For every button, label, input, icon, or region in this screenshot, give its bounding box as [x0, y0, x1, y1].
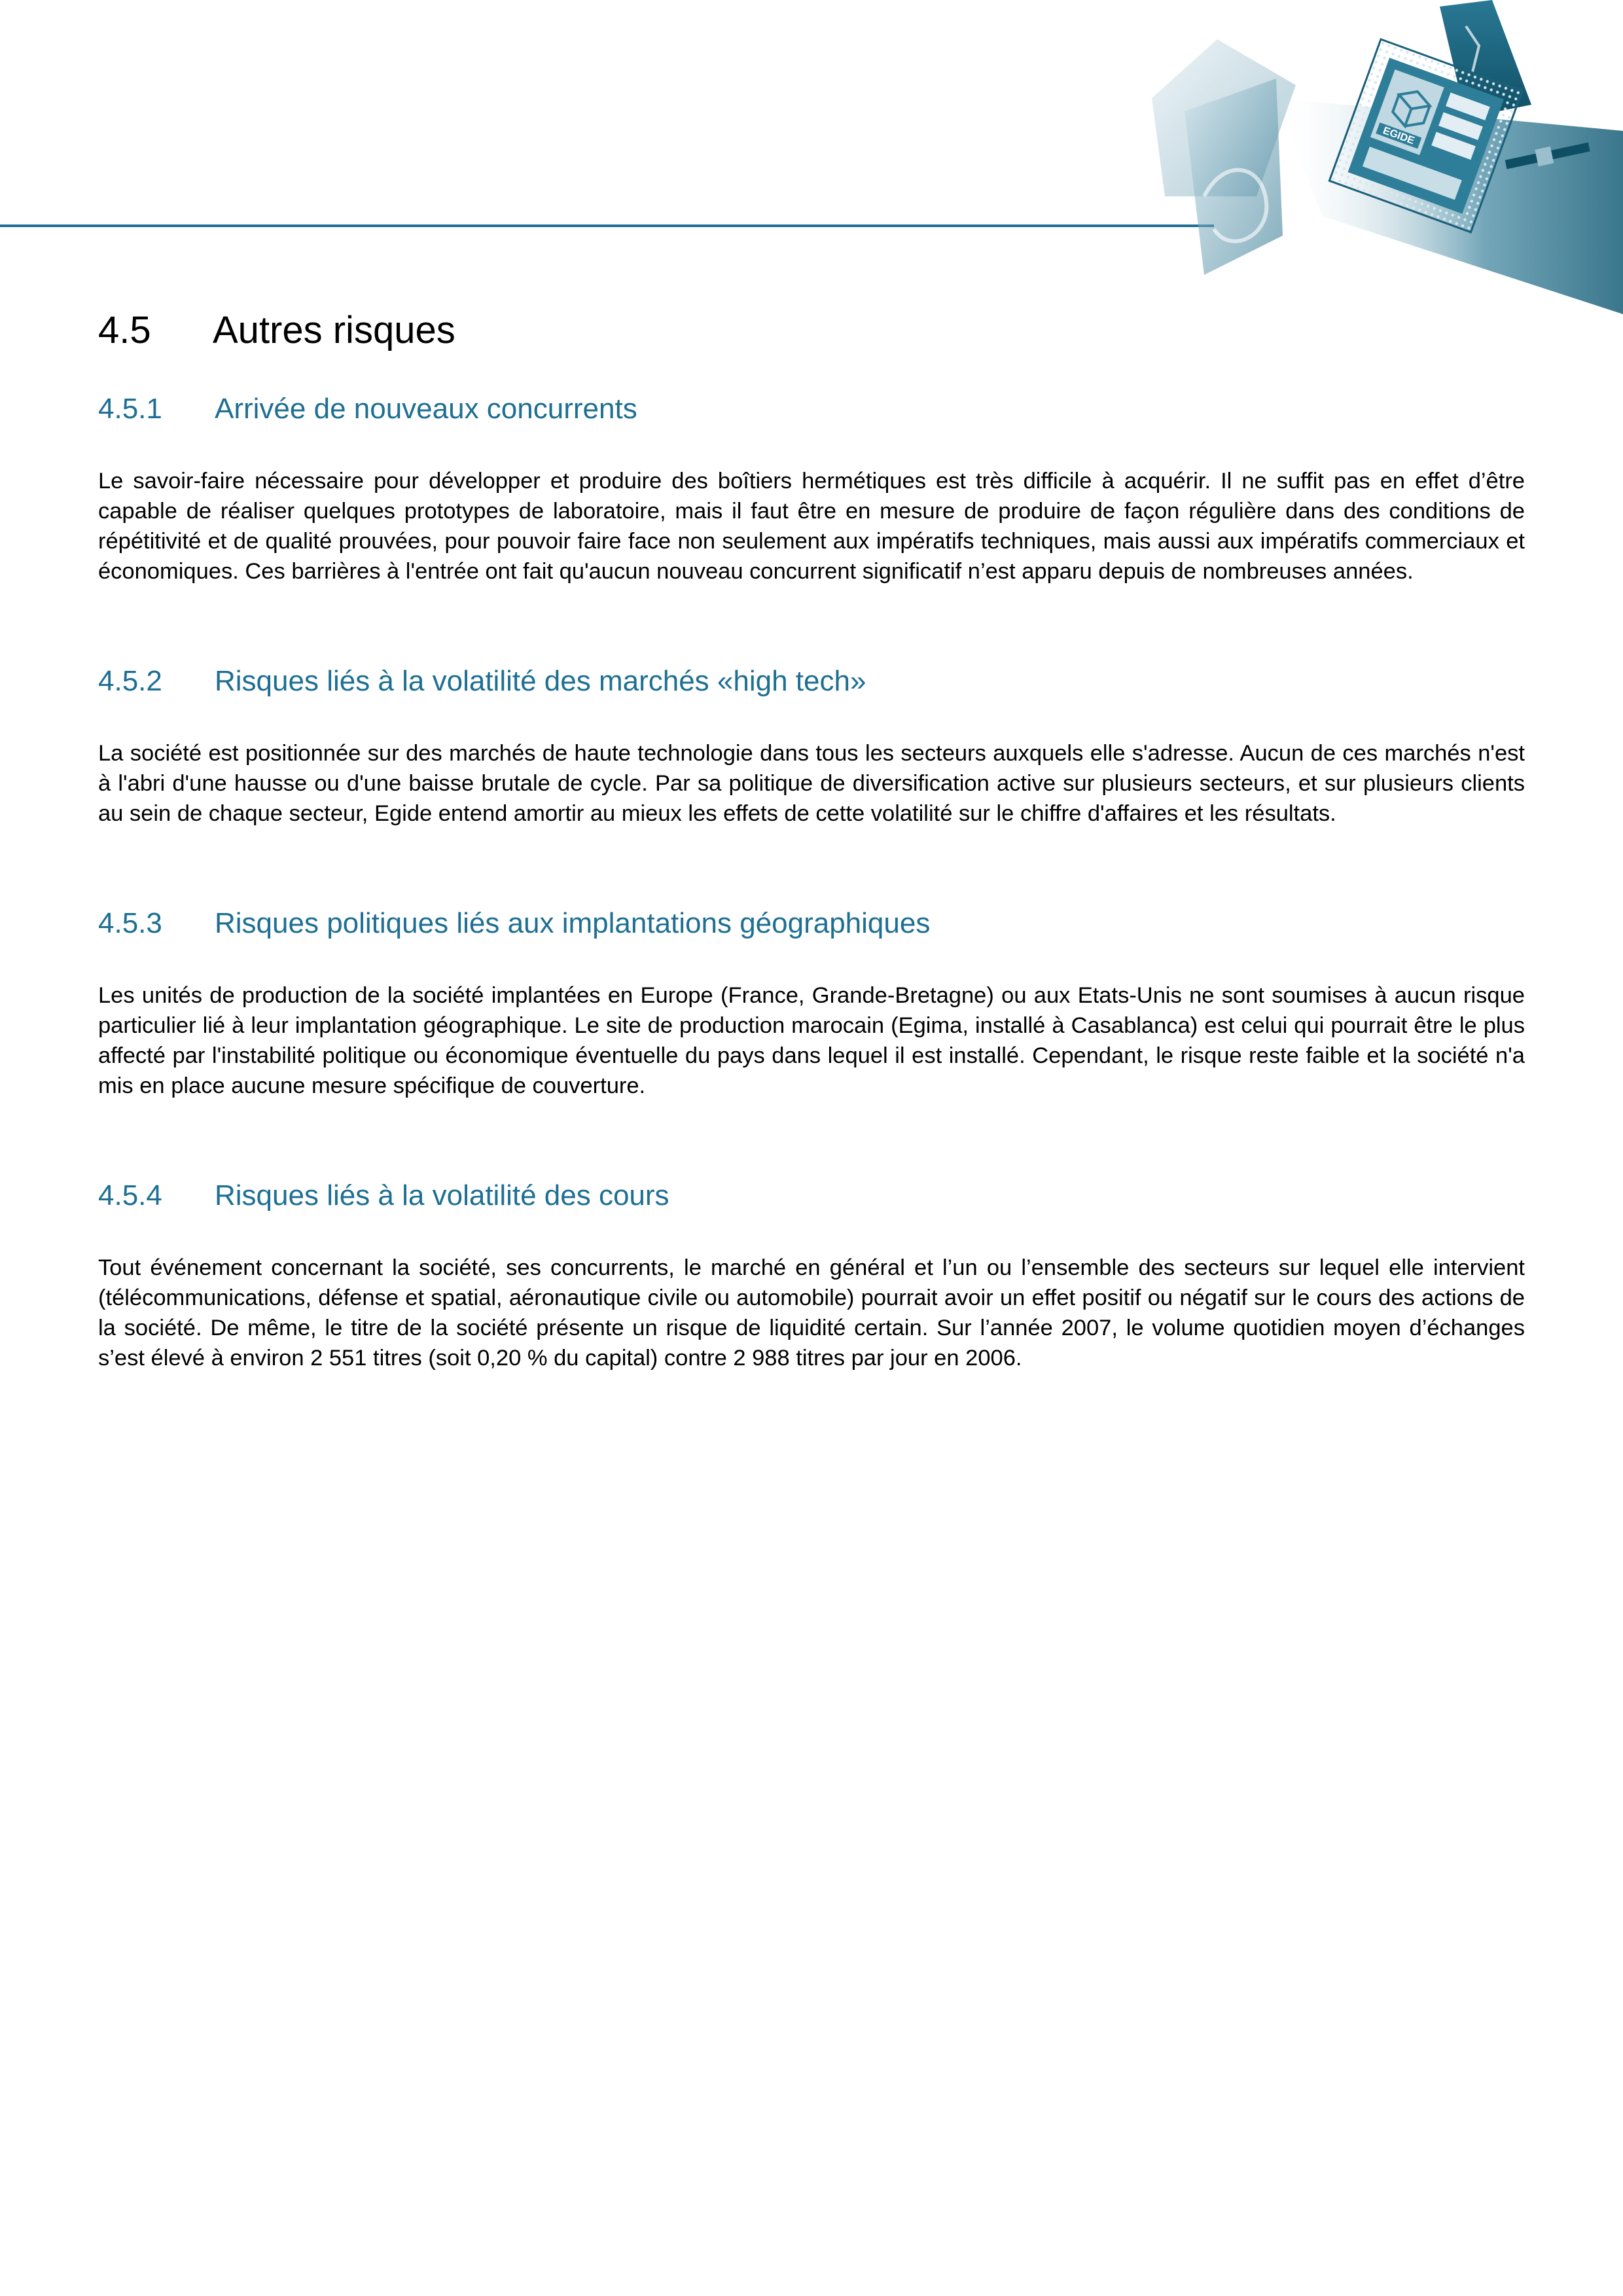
section-number: 4.5 [98, 309, 151, 351]
subsection-title: Risques liés à la volatilité des cours [215, 1179, 669, 1211]
subsection-title: Arrivée de nouveaux concurrents [215, 393, 637, 425]
header-rule [0, 224, 1214, 227]
subsection-number: 4.5.3 [98, 907, 162, 939]
subsection-title: Risques liés à la volatilité des marchés «high tech» [215, 665, 866, 697]
section-heading [98, 308, 1525, 353]
subsection-heading-1 [98, 391, 1525, 427]
subsection-paragraph-2: La société est positionnée sur des marchés de haute technologie dans tous les secteurs auxquels elle s'adresse. Aucun de ces marchés n'est à l'abri d'une hausse ou d'une baisse brutale de cycle. Par sa politique de diversification active sur plusieurs secteurs, et sur plusieurs clients au sein de chaque secteur, Egide entend amortir au mieux les effets de cette volatilité sur le chiffre d'affaires et les résultats. [98, 741, 1525, 826]
subsection-heading-2 [98, 664, 1525, 699]
subsection-number: 4.5.2 [98, 665, 162, 697]
subsection-paragraph-1: Le savoir-faire nécessaire pour développer et produire des boîtiers hermétiques est très difficile à acquérir. Il ne suffit pas en effet d’être capable de réaliser quelques prototypes de laboratoire, mais il faut être en mesure de produire de façon régulière dans des conditions de répétitivité et de qualité prouvées, pour pouvoir faire face non seulement aux impératifs techniques, mais aussi aux impératifs commerciaux et économiques. Ces barrières à l'entrée ont fait qu'aucun nouveau concurrent significatif n’est apparu depuis de nombreuses années. [98, 469, 1525, 584]
subsection-number: 4.5.4 [98, 1179, 162, 1211]
header-banner-image [1126, 0, 1623, 314]
section-title: Autres risques [213, 309, 455, 351]
document-body [98, 308, 1525, 1450]
subsection-heading-4 [98, 1178, 1525, 1213]
header-logo-text: EGIDE [1381, 125, 1416, 147]
subsection-heading-3 [98, 906, 1525, 941]
subsection-title: Risques politiques liés aux implantations géographiques [215, 907, 931, 939]
subsection-number: 4.5.1 [98, 393, 162, 425]
subsection-paragraph-4: Tout événement concernant la société, ses concurrents, le marché en général et l’un ou l’ensemble des secteurs sur lequel elle intervient (télécommunications, défense et spatial, aéronautique civile ou automobile) pourrait avoir un effet positif ou négatif sur le cours des actions de la société. De même, le titre de la société présente un risque de liquidité certain. Sur l’année 2007, le volume quotidien moyen d’échanges s’est élevé à environ 2 551 titres (soit 0,20 % du capital) contre 2 988 titres par jour en 2006. [98, 1255, 1525, 1371]
subsection-paragraph-3: Les unités de production de la société implantées en Europe (France, Grande-Bretagne) ou aux Etats-Unis ne sont soumises à aucun risque particulier lié à leur implantation géographique. Le site de production marocain (Egima, installé à Casablanca) est celui qui pourrait être le plus affecté par l'instabilité politique ou économique éventuelle du pays dans lequel il est installé. Cependant, le risque reste faible et la société n'a mis en place aucune mesure spécifique de couverture. [98, 983, 1525, 1098]
